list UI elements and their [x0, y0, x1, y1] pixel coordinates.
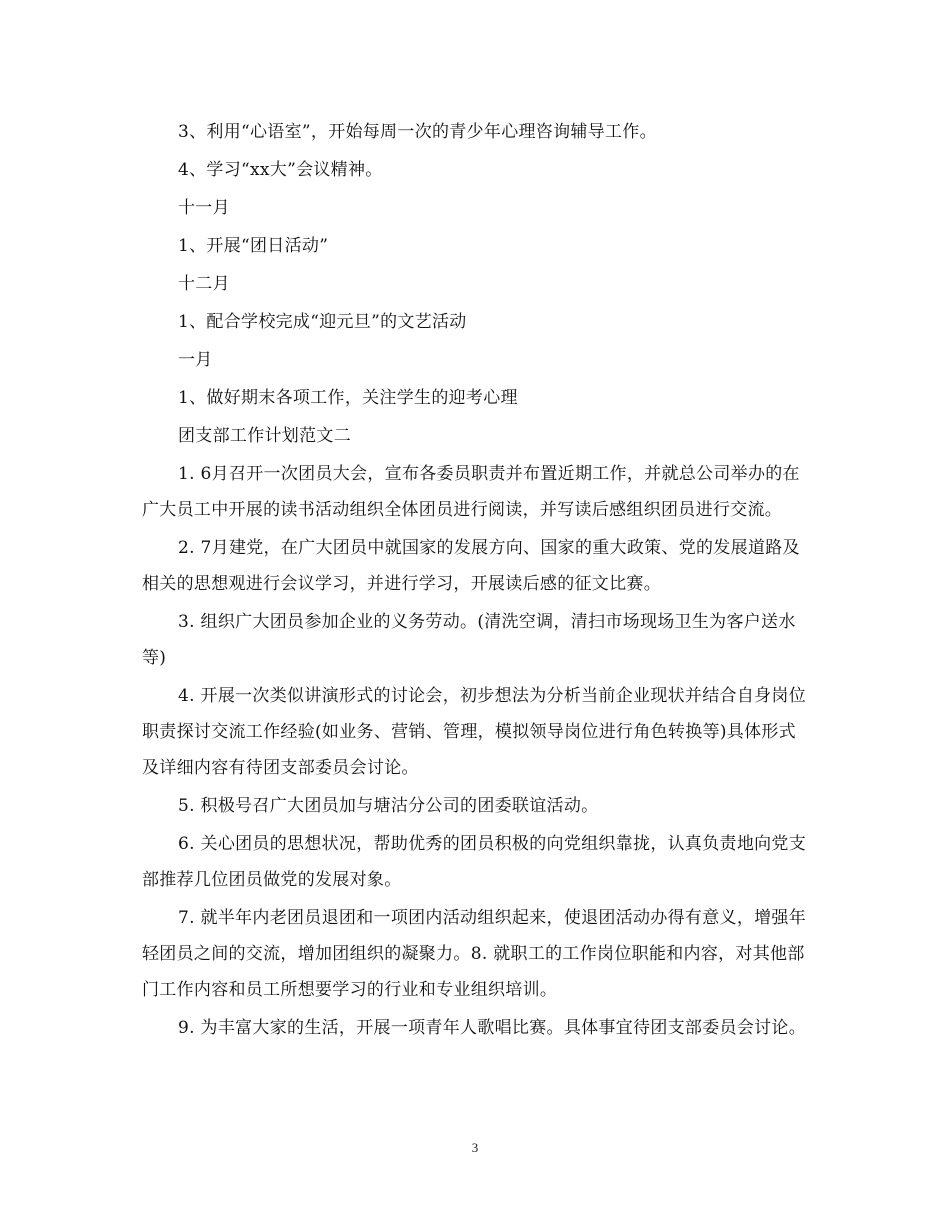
- paragraph: 5. 积极号召广大团员加与塘沽分公司的团委联谊活动。: [178, 796, 599, 816]
- month-heading: 一月: [178, 350, 213, 370]
- paragraph: 3. 组织广大团员参加企业的义务劳动。(清洗空调，清扫市场现场卫生为客户送水等): [142, 612, 796, 668]
- paragraph: 1、做好期末各项工作，关注学生的迎考心理: [178, 388, 518, 408]
- paragraph: 1、配合学校完成“迎元旦”的文艺活动: [178, 312, 467, 332]
- paragraph: 4. 开展一次类似讲演形式的讨论会，初步想法为分析当前企业现状并结合自身岗位职责探讨交流工作经验(如业务、营销、管理，模拟领导岗位进行角色转换等)具体形式及详细内容有待团支部委员会讨论。: [142, 686, 807, 778]
- document-body: [142, 114, 810, 1048]
- month-heading: 十二月: [178, 274, 230, 294]
- paragraph: 4、学习“xx大”会议精神。: [178, 160, 383, 180]
- paragraph: 1、开展“团日活动”: [178, 236, 329, 256]
- month-heading: 十一月: [178, 198, 230, 218]
- paragraph: 6. 关心团员的思想状况，帮助优秀的团员积极的向党组织靠拢，认真负责地向党支部推荐几位团员做党的发展对象。: [142, 834, 807, 890]
- paragraph: 7. 就半年内老团员退团和一项团内活动组织起来，使退团活动办得有意义，增强年轻团员之间的交流，增加团组织的凝聚力。8. 就职工的工作岗位职能和内容，对其他部门工作内容和员工所想要学习的行业和专业组织培训。: [142, 908, 807, 1000]
- paragraph: 1. 6月召开一次团员大会，宣布各委员职责并布置近期工作，并就总公司举办的在广大员工中开展的读书活动组织全体团员进行阅读，并写读后感组织团员进行交流。: [142, 464, 800, 520]
- paragraph: 9. 为丰富大家的生活，开展一项青年人歌唱比赛。具体事宜待团支部委员会讨论。: [178, 1018, 807, 1038]
- paragraph: 2. 7月建党，在广大团员中就国家的发展方向、国家的重大政策、党的发展道路及相关的思想观进行会议学习，并进行学习，开展读后感的征文比赛。: [142, 538, 800, 594]
- paragraph: 3、利用“心语室”，开始每周一次的青少年心理咨询辅导工作。: [178, 122, 657, 142]
- page-number: 3: [471, 1140, 479, 1155]
- section-heading: 团支部工作计划范文二: [178, 426, 351, 446]
